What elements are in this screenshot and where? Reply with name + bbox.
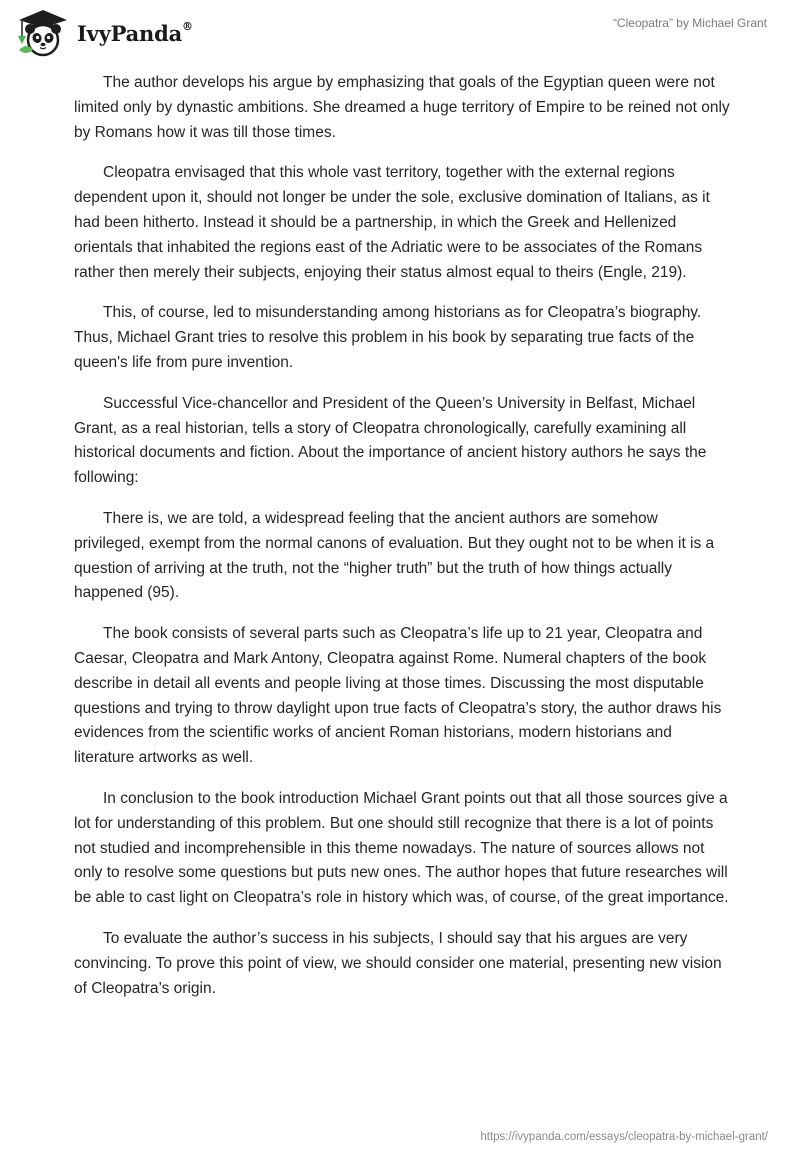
document-title: “Cleopatra” by Michael Grant xyxy=(612,16,767,30)
panda-graduate-icon xyxy=(13,6,71,58)
essay-body xyxy=(74,71,730,1017)
paragraph: This, of course, led to misunderstanding among historians as for Cleopatra’s biography. Thus, Michael Grant tries to resolve this problem in his book by separating true facts of the queen's life from pure invention. xyxy=(74,304,702,371)
paragraph: The author develops his argue by emphasizing that goals of the Egyptian queen were not limited only by dynastic ambitions. She dreamed a huge territory of Empire to be reined not only by Romans how it was till those times. xyxy=(74,74,730,141)
block-quote-paragraph: There is, we are told, a widespread feeling that the ancient authors are somehow privileged, exempt from the normal canons of evaluation. But they ought not to be when it is a question of arriving at the truth, not the “higher truth” but the truth of how things actually happened (95). xyxy=(74,509,715,602)
paragraph: Successful Vice-chancellor and President of the Queen’s University in Belfast, Michael Grant, as a real historian, tells a story of Cleopatra chronologically, carefully examining all historical documents and fiction. About the importance of ancient history authors he says the following: xyxy=(74,394,707,487)
paragraph: The book consists of several parts such as Cleopatra’s life up to 21 year, Cleopatra and Caesar, Cleopatra and Mark Antony, Cleopatra against Rome. Numeral chapters of the book describe in detail all events and people living at those times. Discussing the most disputable questions and trying to throw daylight upon true facts of Cleopatra’s story, the author draws his evidences from the scientific works of ancient Roman historians, modern historians and literature artworks as well. xyxy=(74,625,722,767)
ivypanda-logo[interactable] xyxy=(13,6,193,58)
paragraph: In conclusion to the book introduction Michael Grant points out that all those sources give a lot for understanding of this problem. But one should still recognize that there is a lot of points not studied and incomprehensible in this theme nowadays. The nature of sources allows not only to resolve some questions but puts new ones. The author hopes that future researches will be able to cast light on Cleopatra’s role in history which was, of course, of the great importance. xyxy=(74,789,729,907)
paragraph: Cleopatra envisaged that this whole vast territory, together with the external regions dependent upon it, should not longer be under the sole, exclusive domination of Italians, as it had been hitherto. Instead it should be a partnership, in which the Greek and Hellenized orientals that inhabited the regions east of the Adriatic were to be associates of the Romans rather then merely their subjects, enjoying their status almost equal to theirs (Engle, 219). xyxy=(74,164,710,281)
registered-mark: ® xyxy=(182,19,193,33)
page-header xyxy=(0,0,800,64)
logo-wordmark: IvyPanda® xyxy=(77,19,193,46)
paragraph: To evaluate the author’s success in his subjects, I should say that his argues are very convincing. To prove this point of view, we should consider one material, presenting new vision of Cleopatra’s origin. xyxy=(74,929,722,997)
source-url-link[interactable]: https://ivypanda.com/essays/cleopatra-by-michael-grant/ xyxy=(480,1131,768,1143)
